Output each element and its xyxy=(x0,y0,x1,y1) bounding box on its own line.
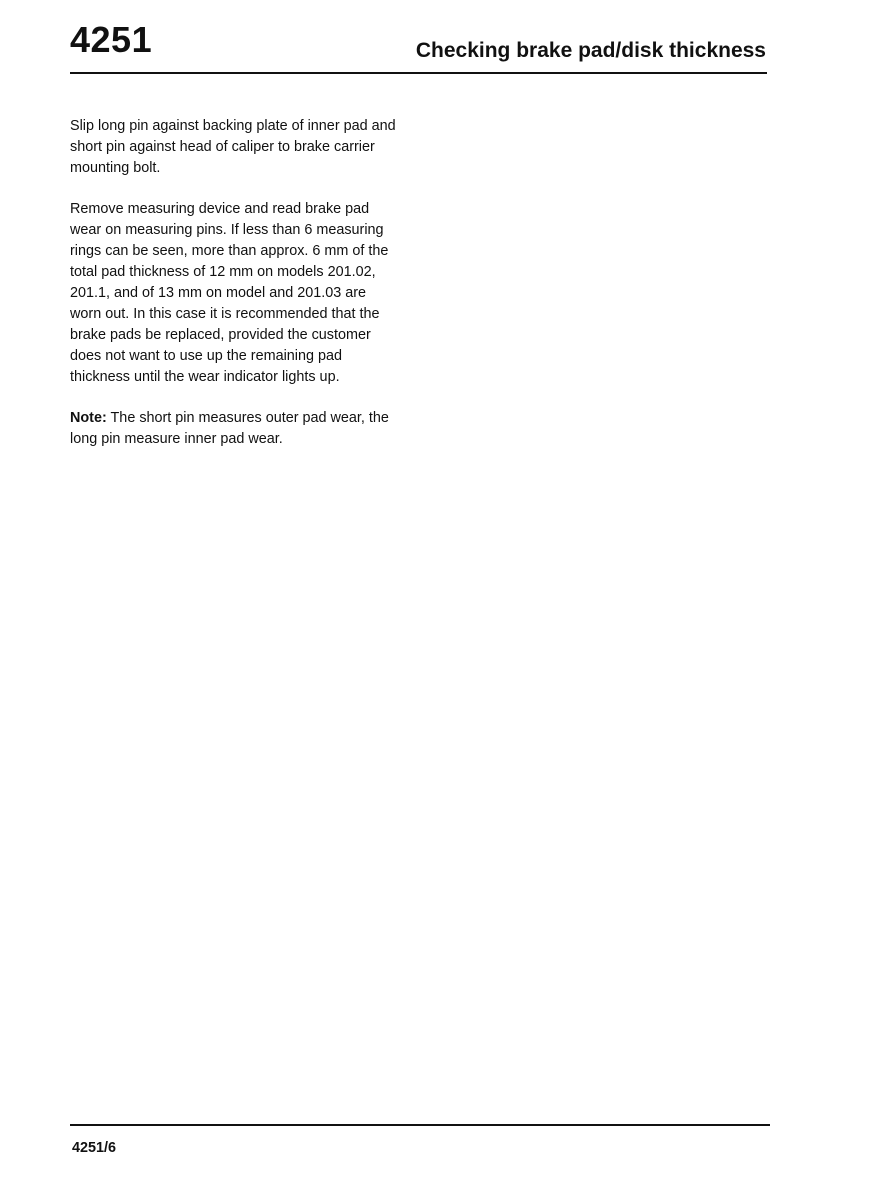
body-text xyxy=(70,116,400,470)
footer-divider xyxy=(70,1124,770,1126)
note-paragraph xyxy=(70,408,400,450)
page-number: 4251/6 xyxy=(72,1140,117,1156)
page-title: Checking brake pad/disk thickness xyxy=(415,39,766,62)
note-label: Note: xyxy=(70,410,107,426)
paragraph-reading-wear: Remove measuring device and read brake pad wear on measuring pins. If less than 6 measuring rings can be seen, more than approx. 6 mm of the total pad thickness of 12 mm on models 201.02, 201.1, and of 13 mm on model and 201.03 are worn out. In this case it is recommended that the brake pads be replaced, provided the customer does not want to use up the remaining pad thickness until the wear indicator lights up. xyxy=(70,201,389,385)
paragraph-pin-placement: Slip long pin against backing plate of inner pad and short pin against head of caliper to brake carrier mounting bolt. xyxy=(70,118,396,176)
header-divider xyxy=(70,72,767,74)
document-number: 4251 xyxy=(70,19,153,60)
note-text: The short pin measures outer pad wear, the long pin measure inner pad wear. xyxy=(70,410,389,447)
